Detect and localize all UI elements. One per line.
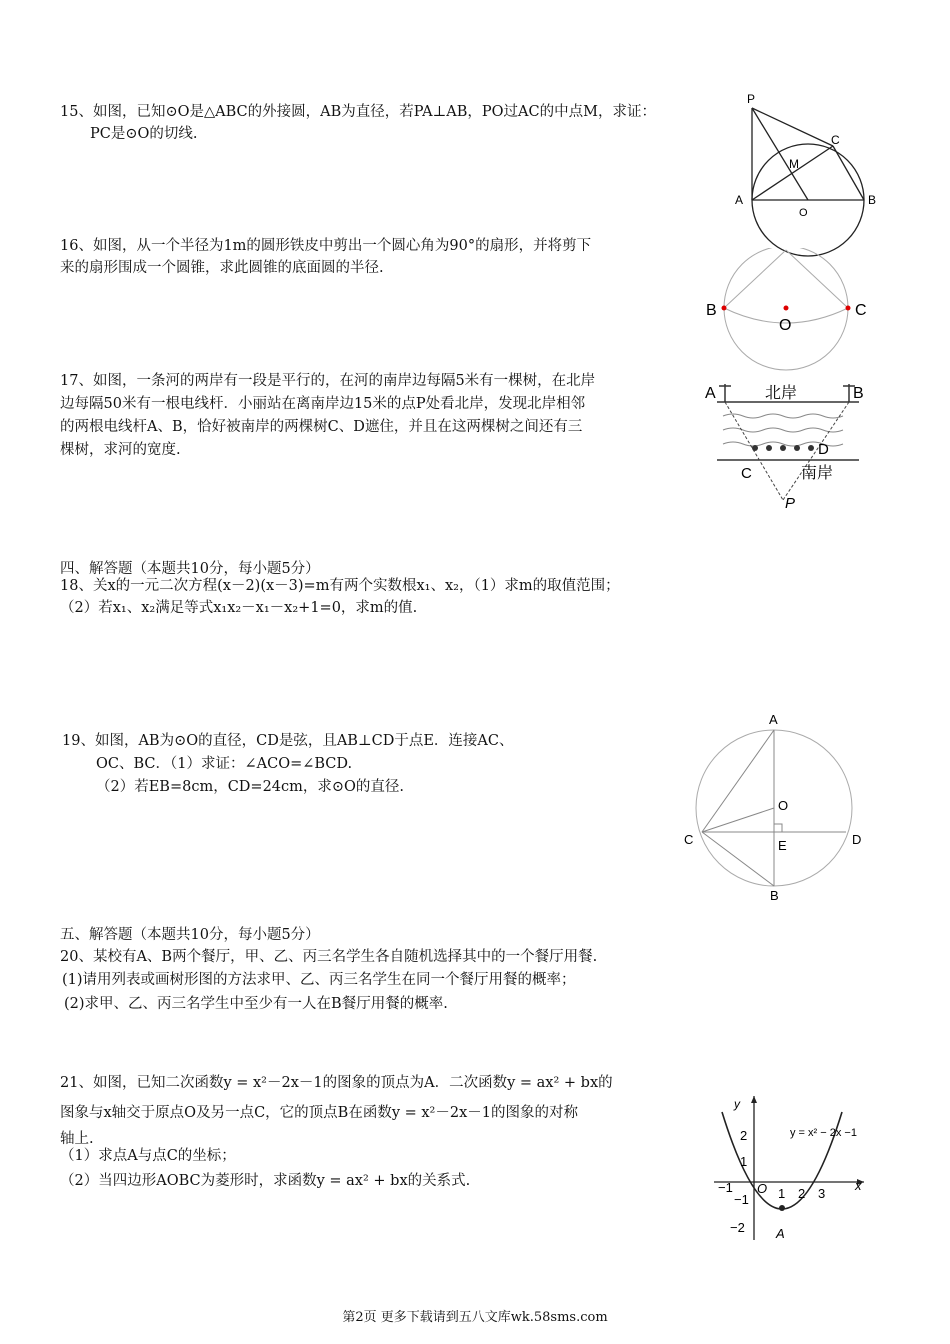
label-c: C [684,832,694,847]
tree-row [752,445,814,451]
segment-oc [702,808,774,832]
label-north: 北岸 [765,385,798,402]
q19-line3: （2）若EB=8cm，CD=24cm，求⊙O的直径. [96,779,405,795]
x-tick-neg1: −1 [718,1180,733,1195]
q21-line4: （1）求点A与点C的坐标； [60,1148,236,1164]
y-axis-arrow [751,1096,757,1103]
page-footer: 第2页 更多下载请到五八文库wk.58sms.com [342,1310,608,1325]
q19-line2: OC、BC．（1）求证：∠ACO=∠BCD. [96,756,353,772]
label-m: M [789,157,799,171]
label-b: B [853,385,864,402]
label-south: 南岸 [801,465,834,482]
label-b: B [868,193,877,207]
q16-line2: 来的扇形围成一个圆锥，求此圆锥的底面圆的半径. [60,260,384,276]
q20-line3: (2)求甲、乙、丙三名学生中至少有一人在B餐厅用餐的概率. [64,996,448,1012]
point-b [722,306,727,311]
q21-line3: 轴上. [60,1131,94,1147]
segment-bc [702,832,774,886]
segment-cb [833,146,864,200]
y-tick-neg1: −1 [734,1192,749,1207]
y-tick-neg2: −2 [730,1220,745,1235]
label-c: C [741,465,752,482]
segment-ac [702,730,774,832]
label-e: E [778,838,787,853]
label-c: C [855,302,867,319]
point-c [846,306,851,311]
q19-line1: 19、如图，AB为⊙O的直径，CD是弦，且AB⊥CD于点E．连接AC、 [62,733,514,749]
river-wave-1 [723,414,843,418]
axis-label-x: x [855,1178,862,1193]
label-o: O [779,317,792,334]
q17-line4: 棵树，求河的宽度. [60,442,181,458]
axis-label-y: y [734,1097,740,1111]
sightline-bp [783,402,849,500]
q20-line1: 20、某校有A、B两个餐厅，甲、乙、丙三名学生各自随机选择其中的一个餐厅用餐. [60,949,598,965]
q17-figure [703,378,873,513]
sector-edge-right [786,250,848,308]
y-tick-1: 1 [740,1154,748,1169]
label-a: A [769,712,778,727]
label-b: B [706,302,717,319]
q21-line5: （2）当四边形AOBC为菱形时，求函数y = ax² + bx的关系式. [60,1173,471,1189]
origin-label: O [757,1181,768,1196]
q19-figure [680,710,875,905]
label-b: B [770,888,779,903]
y-tick-2: 2 [740,1128,748,1143]
label-p: P [747,92,756,106]
q16-line1: 16、如图，从一个半径为1m的圆形铁皮中剪出一个圆心角为90°的扇形，并将剪下 [60,238,592,254]
q21-line1: 21、如图，已知二次函数y = x²－2x－1的图象的顶点为A．二次函数y = ax² + bx的 [60,1075,613,1091]
vertex-point-a [779,1205,785,1211]
x-tick-3: 3 [818,1186,826,1201]
sec5-heading: 五、解答题（本题共10分，每小题5分） [60,927,320,943]
q21-figure [712,1090,872,1245]
q15-figure [725,88,885,258]
label-a: A [735,193,744,207]
label-d: D [818,441,829,458]
right-angle-mark [774,824,782,832]
label-a: A [705,385,716,402]
label-o: O [778,798,789,813]
sightline-ap [725,402,783,500]
sec4-heading: 四、解答题（本题共10分，每小题5分） [60,561,320,577]
label-o: O [799,207,808,219]
q17-line2: 边每隔50米有一根电线杆．小丽站在离南岸边15米的点P处看北岸，发现北岸相邻 [60,396,586,412]
label-p: P [785,495,796,512]
q18-line1: 18、关x的一元二次方程(x－2)(x－3)=m有两个实数根x₁、x₂，（1）求m的取值范围； [60,578,620,594]
q15-line2: PC是⊙O的切线. [90,126,198,142]
q21-line2: 图象与x轴交于原点O及另一点C，它的顶点B在函数y = x²－2x－1的图象的对称 [60,1105,578,1121]
label-d: D [852,832,862,847]
q15-line1: 15、如图，已知⊙O是△ABC的外接圆，AB为直径，若PA⊥AB，PO过AC的中点M，求证： [60,104,656,120]
q17-line3: 的两根电线杆A、B，恰好被南岸的两棵树C、D遮住，并且在这两棵树之间还有三 [60,419,583,435]
segment-ac [752,146,833,200]
point-o [784,306,789,311]
label-c: C [831,133,840,147]
vertex-label: A [776,1226,785,1241]
x-tick-2: 2 [798,1186,806,1201]
function-label: y = x² − 2x −1 [790,1127,857,1139]
sector-edge-left [724,250,786,308]
q17-line1: 17、如图，一条河的两岸有一段是平行的，在河的南岸边每隔5米有一棵树，在北岸 [60,373,596,389]
q18-line2: （2）若x₁、x₂满足等式x₁x₂－x₁－x₂+1=0，求m的值. [60,600,418,616]
q20-line2: (1)请用列表或画树形图的方法求甲、乙、丙三名学生在同一个餐厅用餐的概率； [62,972,576,988]
x-tick-1: 1 [778,1186,786,1201]
q16-figure [700,248,885,373]
